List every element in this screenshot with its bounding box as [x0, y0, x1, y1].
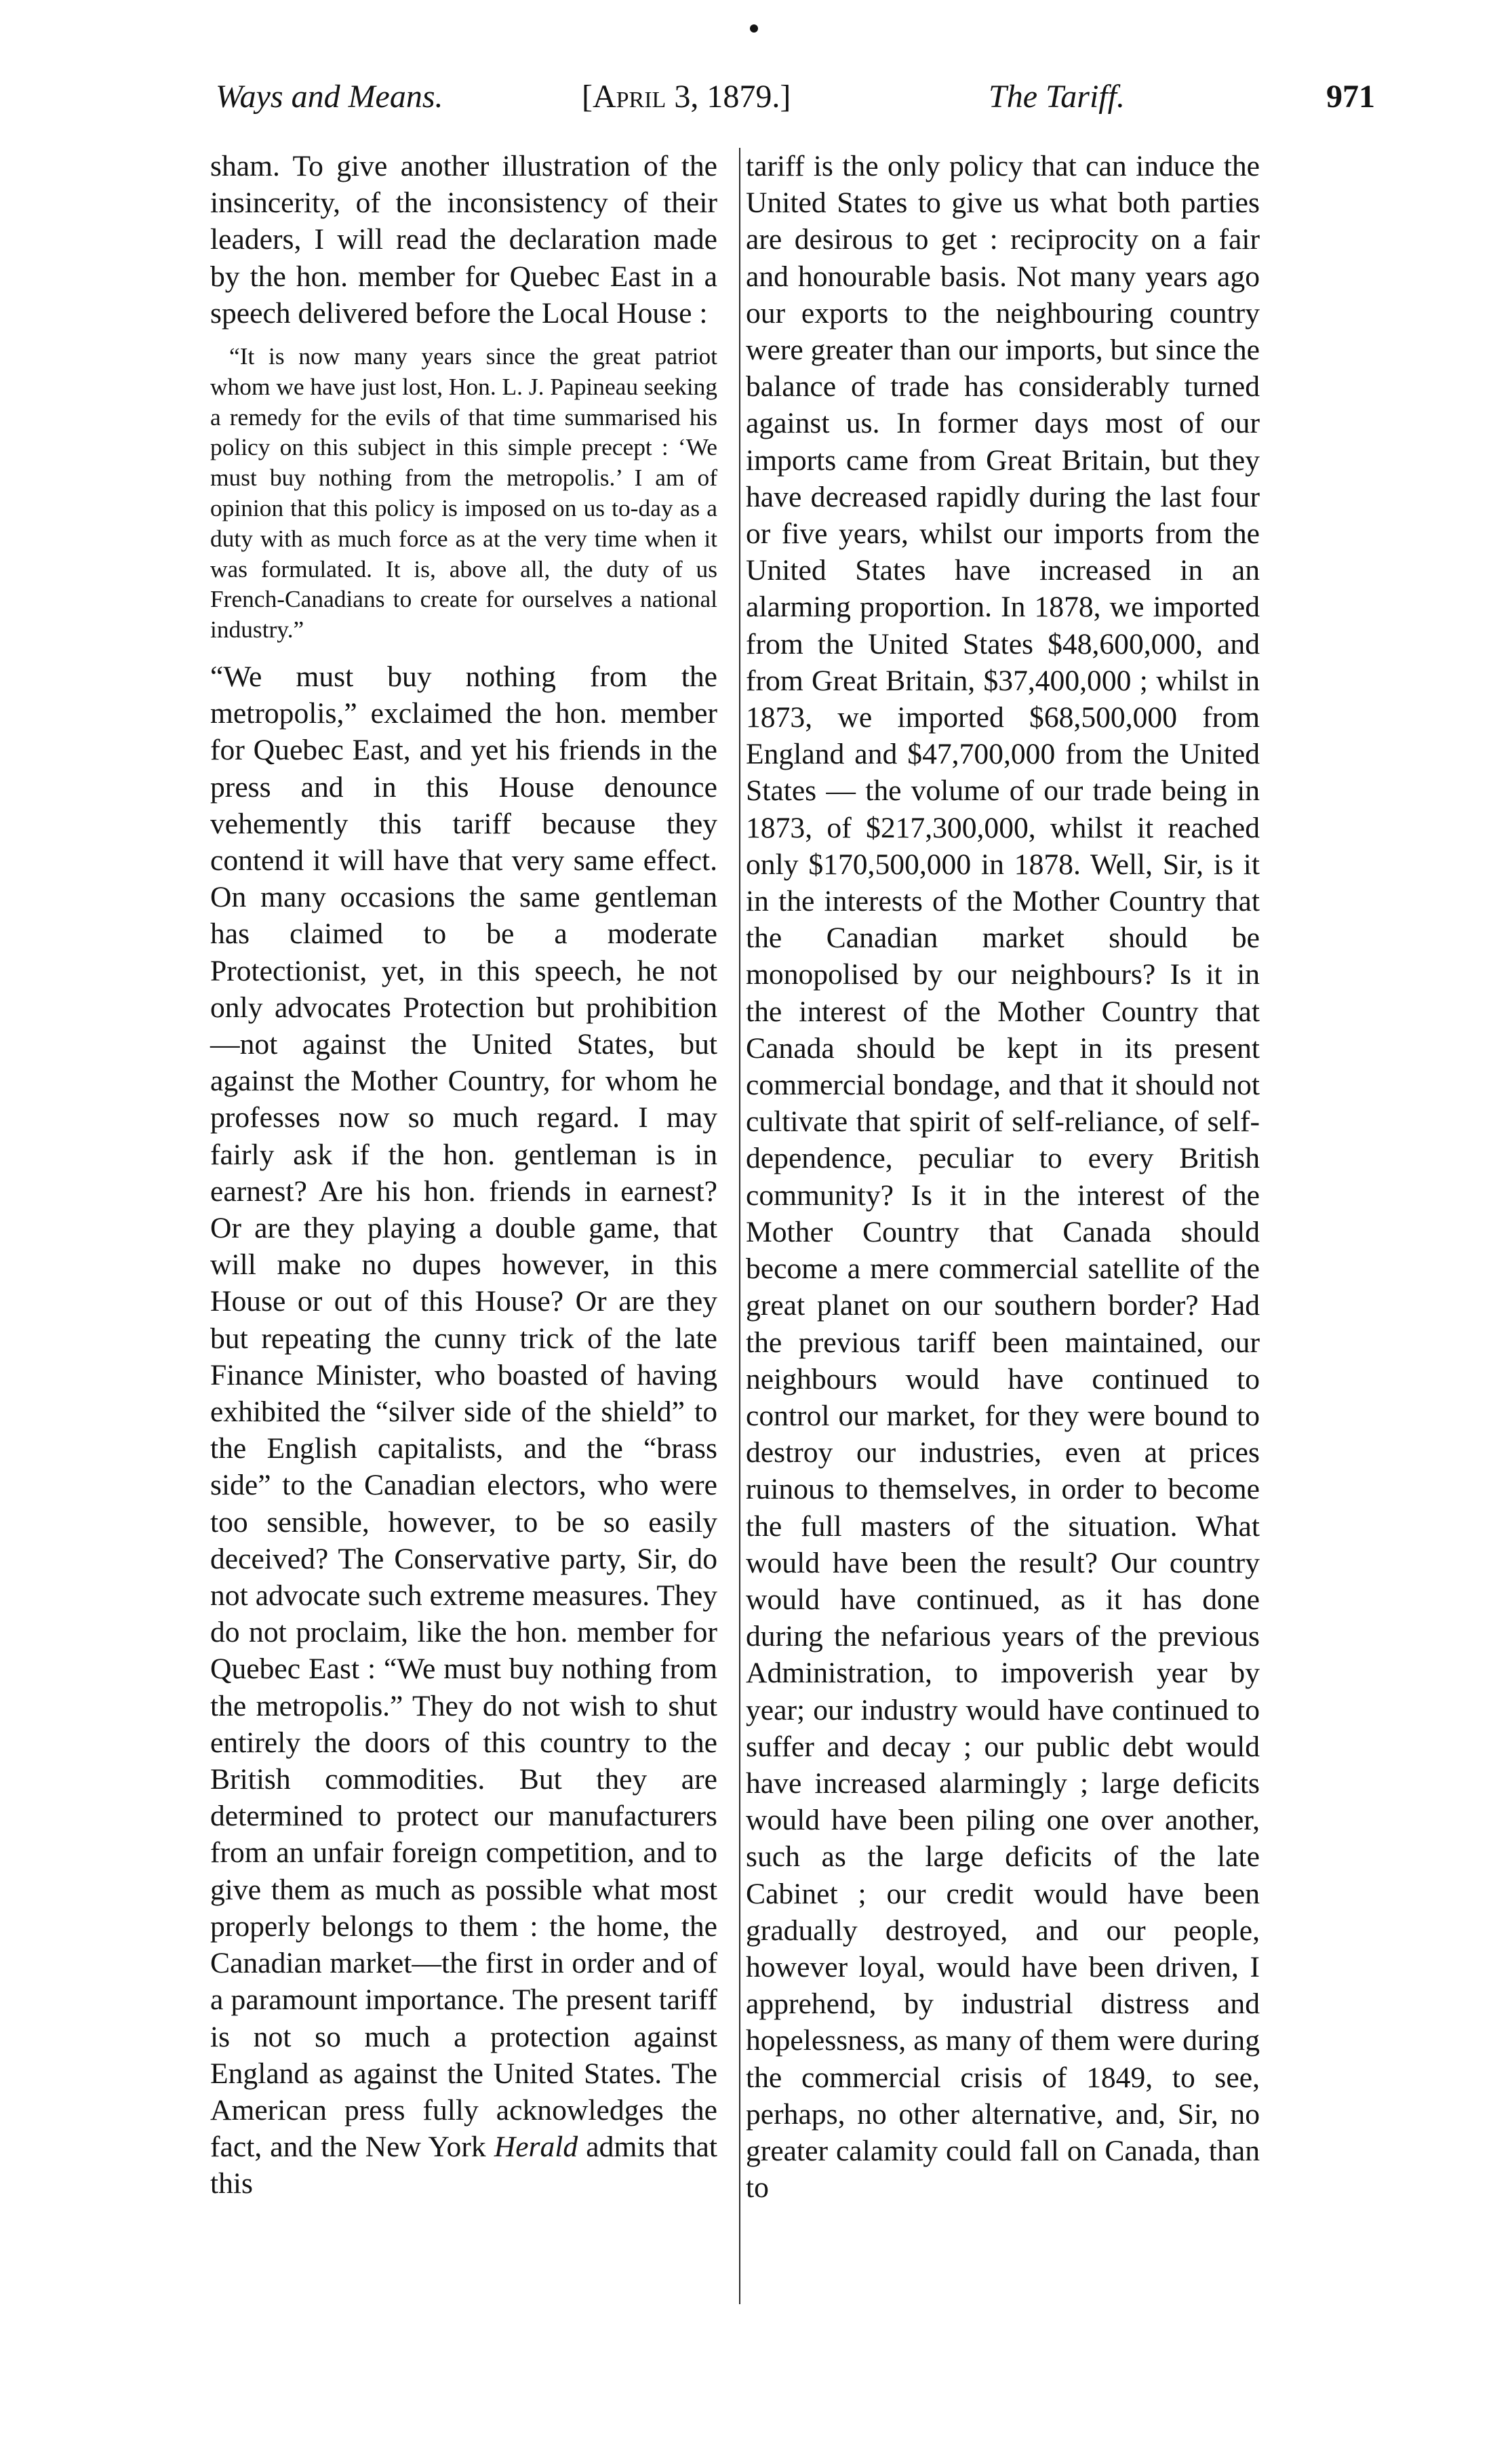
- herald-title: Herald: [494, 2131, 578, 2164]
- left-paragraph-2-end: admits that this: [210, 2131, 717, 2200]
- running-header: [216, 73, 1375, 121]
- right-column: [746, 148, 1260, 2206]
- block-quotation: “It is now many years since the great patriot whom we have just lost, Hon. L. J. Papineau seeking a remedy for the evils of that time summarised his policy on this subject in this simple precept : ‘We must buy nothing from the metropolis.’ I am of opinion that this policy is imposed on us to-day as a duty with as much force as at the very time when it was formulated. It is, above all, the duty of us French-Canadians to create for ourselves a national industry.”: [210, 342, 718, 644]
- header-date: [582, 73, 791, 121]
- page-number: 971: [1326, 79, 1375, 115]
- left-paragraph-1: sham. To give another illustration of the insincerity, of the inconsistency of their leaders, I will read the declaration made by the hon. member for Quebec East in a speech delivered before the Local House :: [210, 150, 717, 330]
- right-paragraph-1: tariff is the only policy that can induce the United States to give us what both parties are desirous to get : reciprocity on a fair and honourable basis. Not many years ago our exports to the neighbouring country were greater than our imports, but since the balance of trade has considerably turned against us. In former days most of our imports came from Great Britain, but they have decreased rapidly during the last four or five years, whilst our imports from the United States have increased in an alarming proportion. In 1878, we imported from the United States $48,600,000, and from Great Britain, $37,400,000 ; whilst in 1873, we imported $68,500,000 from England and $47,700,000 from the United States — the volume of our trade being in 1873, of $217,300,000, whilst it reached only $170,500,000 in 1878. Well, Sir, is it in the interests of the Mother Country that the Canadian market should be monopolised by our neighbours? Is it in the interest of the Mother Country that Canada should be kept in its present commercial bondage, and that it should not cultivate that spirit of self-reliance, of self-dependence, peculiar to every British community? Is it in the interest of the Mother Country that Canada should become a mere commercial satellite of the great planet on our southern border? Had the previous tariff been maintained, our neighbours would have continued to control our market, for they were bound to destroy our industries, even at prices ruinous to themselves, in order to become the full masters of the situation. What would have been the result? Our country would have continued, as it has done during the nefarious years of the previous Administration, to impoverish year by year; our industry would have continued to suffer and decay ; our public debt would have increased alarmingly ; large deficits would have been piling one over another, such as the large deficits of the late Cabinet ; our credit would have been gradually destroyed, and our people, however loyal, would have been driven, I apprehend, by industrial distress and hopelessness, as many of them were during the commercial crisis of 1849, to see, perhaps, no other alternative, and, Sir, no greater calamity could fall on Canada, than to: [746, 150, 1260, 2204]
- printer-dot: [750, 24, 758, 33]
- header-date-open: [: [582, 79, 593, 115]
- header-topic: The Tariff.: [989, 79, 1125, 115]
- left-paragraph-2-text: “We must buy nothing from the metropolis,” exclaimed the hon. member for Quebec East, and yet his friends in the press and in this House denounce vehemently this tariff because they contend it will have that very same effect. On many occasions the same gentleman has claimed to be a moderate Protectionist, yet, in this speech, he not only advocates Protection but prohibition —not against the United States, but against the Mother Country, for whom he professes now so much regard. I may fairly ask if the hon. gentleman is in earnest? Are his hon. friends in earnest? Or are they playing a double game, that will make no dupes however, in this House or out of this House? Or are they but repeating the cunny trick of the late Finance Minister, who boasted of having exhibited the “silver side of the shield” to the English capitalists, and the “brass side” to the Canadian electors, who were too sensible, however, to be so easily deceived? The Conservative party, Sir, do not advocate such extreme measures. They do not proclaim, like the hon. member for Quebec East : “We must buy nothing from the metropolis.” They do not wish to shut entirely the doors of this country to the British commodities. But they are determined to protect our manufacturers from an unfair foreign competition, and to give them as much as possible what most properly belongs to them : the home, the Canadian market—the first in order and of a paramount importance. The present tariff is not so much a protection against England as against the United States. The American press fully acknowledges the fact, and the New York: [210, 660, 717, 2164]
- header-date-rest: 3, 1879.]: [666, 79, 791, 115]
- left-column: [210, 148, 717, 2202]
- header-section-title: Ways and Means.: [216, 79, 443, 115]
- left-paragraph-2: [210, 658, 717, 2202]
- column-divider: [739, 148, 740, 2304]
- header-date-month: April: [592, 79, 667, 115]
